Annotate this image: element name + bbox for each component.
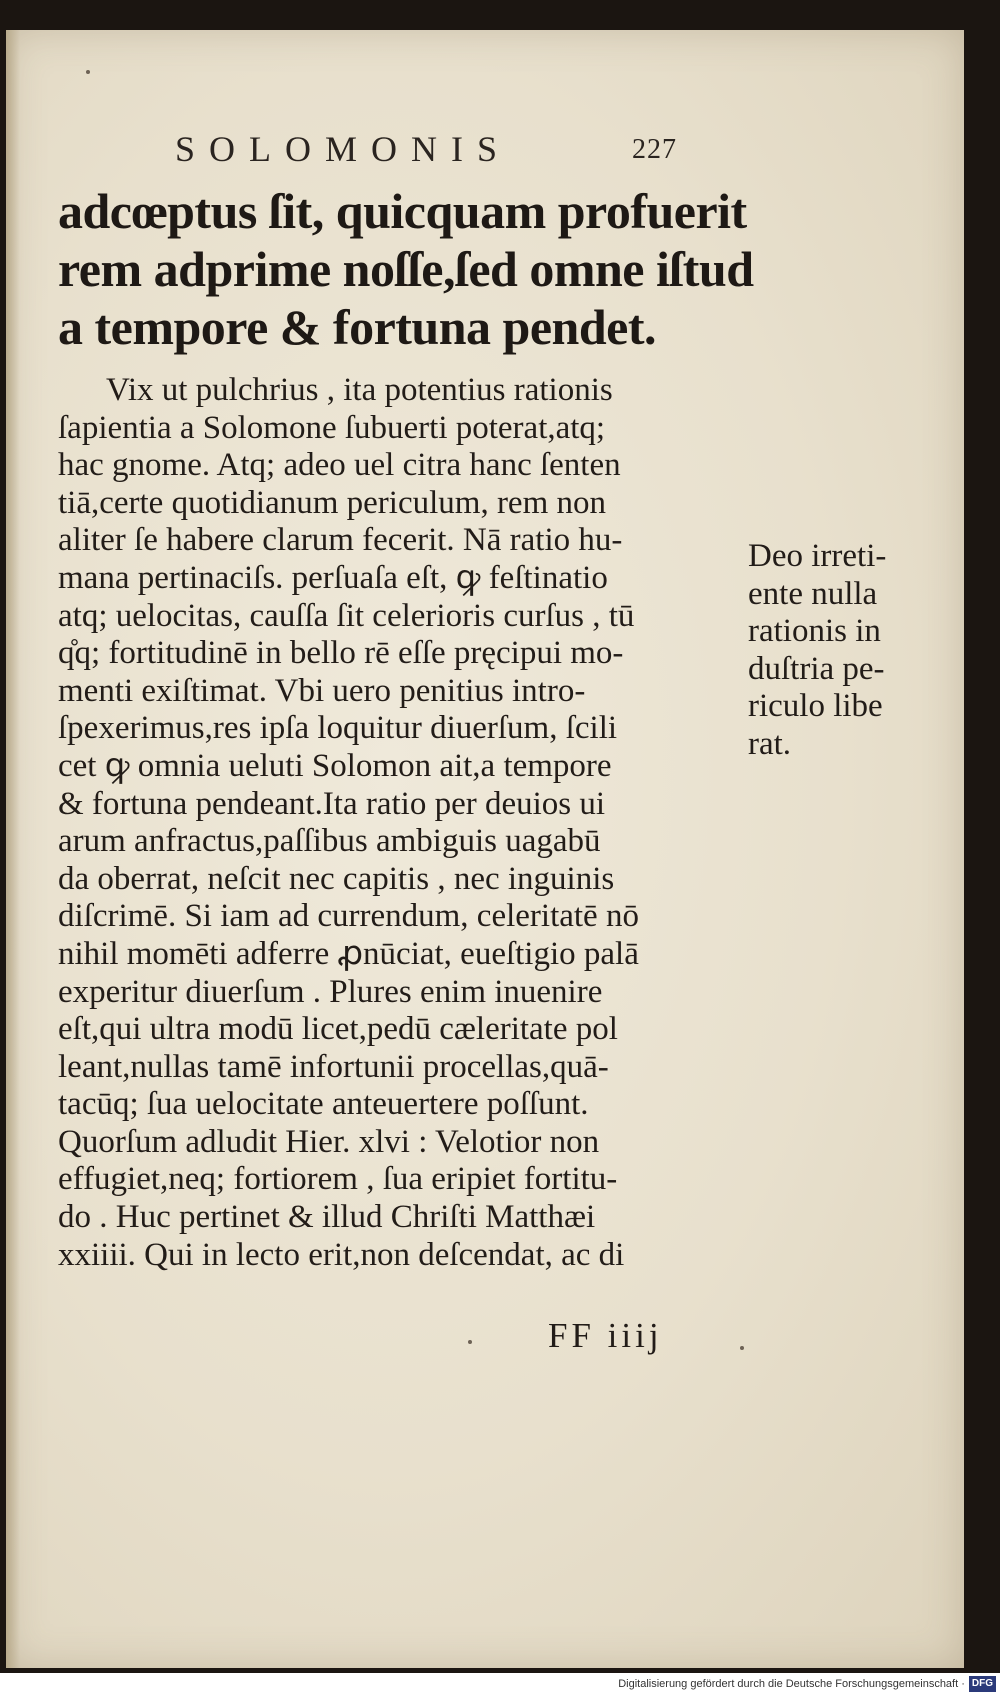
ink-speck xyxy=(740,1346,744,1350)
marginal-note xyxy=(748,538,948,764)
margin-line: rationis in xyxy=(748,613,881,650)
body-line: effugiet,neq; fortiorem , ſua eripiet fortitu‐ xyxy=(58,1161,618,1198)
body-line: tiā,certe quotidianum periculum, rem non xyxy=(58,484,606,521)
body-line: mana pertinaciſs. perſuaſa eſt, ꝙ feſtinatio xyxy=(58,559,608,596)
margin-line: riculo libe xyxy=(748,688,883,725)
body-line: menti exiſtimat. Vbi uero penitius intro‐ xyxy=(58,672,586,709)
body-line: ſapientia a Solomone ſubuerti poterat,atq; xyxy=(58,409,606,446)
page-gutter-shadow xyxy=(6,30,20,1668)
body-line: arum anfractus,paſſibus ambiguis uagabū xyxy=(58,823,601,860)
signature-mark: FF iiij xyxy=(548,1316,663,1355)
body-line: da oberrat, neſcit nec capitis , nec inguinis xyxy=(58,860,615,897)
body-line: experitur diuerſum . Plures enim inuenire xyxy=(58,973,603,1010)
body-line: nihil momēti adferre ꝓnūciat, eueſtigio palā xyxy=(58,935,639,972)
body-line: Vix ut pulchrius , ita potentius rationis xyxy=(106,372,613,408)
margin-line: ente nulla xyxy=(748,575,878,612)
ink-speck xyxy=(468,1340,472,1344)
body-line: leant,nullas tamē infortunii procellas,quā‐ xyxy=(58,1048,609,1085)
lead-line: adcœptus ſit, quicquam profuerit xyxy=(58,183,747,239)
body-line: diſcrimē. Si iam ad currendum, celeritatē nō xyxy=(58,898,639,935)
body-line: do . Huc pertinet & illud Chriſti Matthæi xyxy=(58,1199,596,1236)
margin-line: Deo irreti‐ xyxy=(748,538,887,574)
ink-speck xyxy=(86,70,90,74)
dfg-logo: DFG xyxy=(969,1676,996,1692)
body-line: tacūq; ſua uelocitate anteuertere poſſunt. xyxy=(58,1086,589,1123)
body-text xyxy=(58,372,738,1274)
margin-line: rat. xyxy=(748,725,792,762)
body-line: & fortuna pendeant.Ita ratio per deuios ui xyxy=(58,785,606,822)
body-line: cet ꝙ omnia ueluti Solomon ait,a tempore xyxy=(58,747,612,784)
margin-line: duſtria pe‐ xyxy=(748,650,885,687)
body-line: Quorſum adludit Hier. xlvi : Velotior non xyxy=(58,1123,600,1160)
credit-text: Digitalisierung gefördert durch die Deutsche Forschungsgemeinschaft · xyxy=(618,1678,965,1690)
body-line: aliter ſe habere clarum fecerit. Nā ratio hu‐ xyxy=(58,522,623,559)
lead-line: rem adprime noſſe,ſed omne iſtud xyxy=(58,241,754,297)
lead-line: a tempore & fortuna pendet. xyxy=(58,299,656,355)
digitization-credit xyxy=(0,1673,1000,1695)
body-line: hac gnome. Atq; adeo uel citra hanc ſenten xyxy=(58,447,621,484)
page-number: 227 xyxy=(632,134,677,165)
body-line: eſt,qui ultra modū licet,pedū cæleritate pol xyxy=(58,1011,618,1048)
body-line: ſpexerimus,res ipſa loquitur diuerſum, ſcili xyxy=(58,710,618,747)
body-line: atq; uelocitas, cauſſa ſit celerioris curſus , tū xyxy=(58,597,635,634)
body-line: q̊q; fortitudinē in bello rē eſſe pręcipui mo‐ xyxy=(58,635,624,672)
lead-paragraph xyxy=(58,182,754,356)
body-line: xxiiii. Qui in lecto erit,non deſcendat, ac di xyxy=(58,1236,625,1273)
running-head: SOLOMONIS xyxy=(175,129,512,169)
